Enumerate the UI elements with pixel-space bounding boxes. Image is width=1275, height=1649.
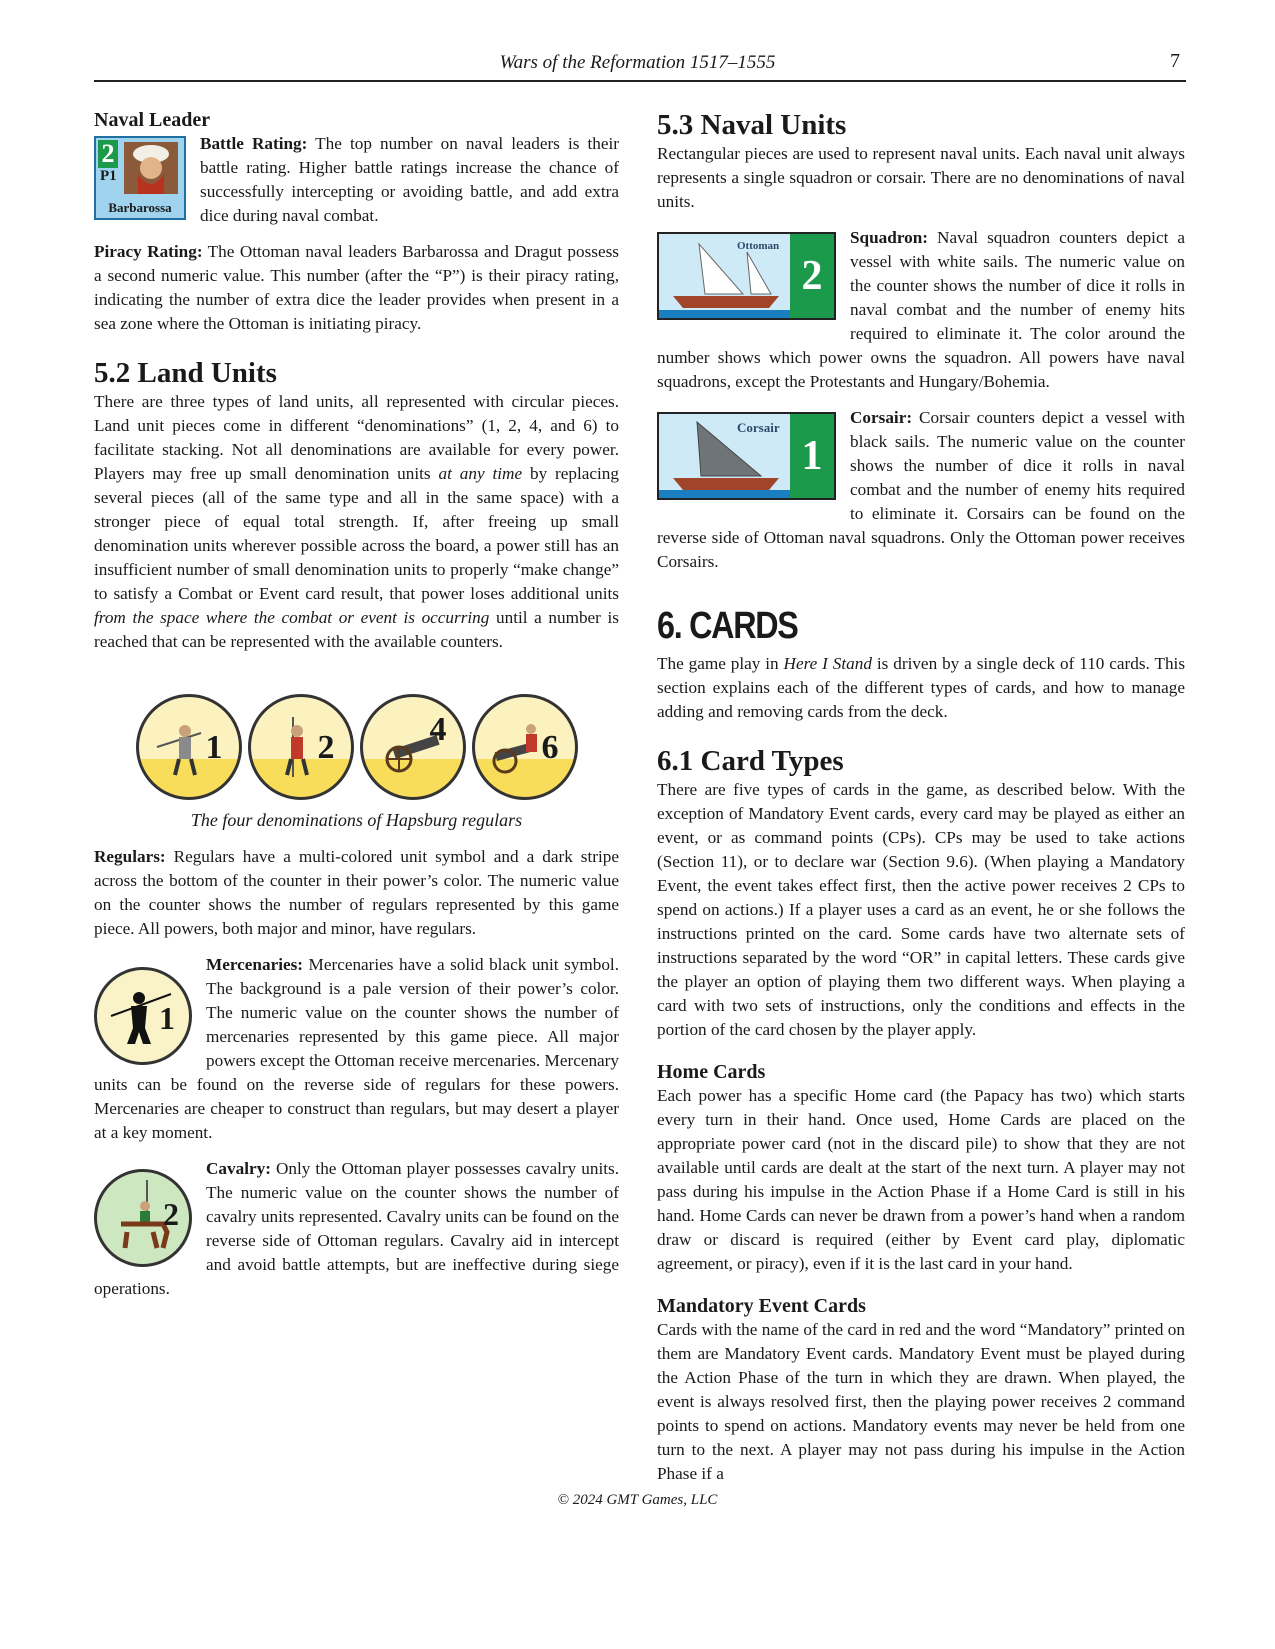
regulars-paragraph: [94, 845, 619, 941]
header-rule: [94, 80, 1186, 82]
regular-counter-2: [248, 694, 354, 800]
corsair-text: Corsair counters depict a vessel with black sails. The numeric value on the counter shows the number of dice it rolls in naval combat and the number of enemy hits required to eliminate it. Corsairs can be found on the reverse side of Ottoman naval squadrons. Only the Ottoman power receives Corsairs.: [657, 408, 1185, 571]
squadron-counter-label: Ottoman: [737, 240, 780, 252]
copyright-footer: © 2024 GMT Games, LLC: [557, 1492, 718, 1508]
naval-units-heading: 5.3 Naval Units: [657, 109, 847, 141]
counter-value: 1: [159, 1000, 175, 1036]
land-units-paragraph: [94, 390, 619, 654]
sea-strip: [659, 310, 790, 318]
mercenary-counter: [94, 967, 192, 1065]
piracy-paragraph: [94, 240, 619, 336]
corsair-counter-value: 1: [790, 414, 834, 498]
card-types-paragraph: There are five types of cards in the game, as described below. With the exception of Mandatory Event cards, every card may be played as either an event, or as command points (CPs). CPs may be used to take actions (Section 11), or to declare war (Section 9.6). (When playing a Mandatory Event, the event takes effect first, then the active power receives 2 CPs to spend on actions.) If a player uses a card as an event, he or she follows the instructions printed on the card. Some cards have two alternate sets of instructions separated by the word “OR” in capital letters. These cards give the player an option of playing them two different ways. When playing a card with two sets of instructions, only the conditions and effects in the portion of the card chosen by the player apply.: [657, 780, 1185, 1039]
home-cards-heading: Home Cards: [657, 1061, 766, 1083]
cannon-icon: [363, 697, 463, 797]
cards-text-a: The game play in: [657, 654, 784, 673]
piracy-text: The Ottoman naval leaders Barbarossa and Dragut possess a second numeric value. This number (after the “P”) is their piracy rating, indicating the number of extra dice the leader provides when present in a sea zone where the Ottoman is initiating piracy.: [94, 242, 619, 333]
squadron-counter-value: 2: [790, 234, 834, 318]
cards-heading: 6. CARDS: [657, 605, 798, 647]
mandatory-heading: Mandatory Event Cards: [657, 1295, 866, 1317]
land-units-heading: 5.2 Land Units: [94, 357, 277, 389]
cards-text-b: is driven by a single deck of 110 cards. This section explains each of the different types of cards, and how to manage adding and removing cards from the deck.: [657, 654, 1186, 721]
leader-portrait-icon: [124, 142, 178, 194]
mercenaries-text: Mercenaries have a solid black unit symbol. The background is a pale version of their power’s color. The numeric value on the counter shows the number of mercenaries represented by this game piece. All major powers except the Ottoman receive mercenaries. Mercenary units can be found on the reverse side of regulars for these powers. Mercenaries are cheaper to construct than regulars, but may desert a player at a key moment.: [94, 955, 619, 1142]
page-number: 7: [1170, 50, 1180, 72]
corsair-counter-label: Corsair: [737, 420, 780, 435]
counters-caption: The four denominations of Hapsburg regulars: [190, 810, 523, 830]
hapsburg-counters: [94, 694, 619, 800]
left-column: [94, 108, 619, 1313]
cavalry-counter: [94, 1169, 192, 1267]
soldier-icon: [251, 697, 351, 797]
running-header: Wars of the Reformation 1517–1555: [499, 52, 776, 73]
counter-value: 4: [429, 711, 447, 748]
barbarossa-counter: [94, 136, 186, 220]
land-text-c: until a number is reached that can be represented with the available counters.: [94, 608, 619, 651]
cards-paragraph: [657, 652, 1185, 724]
squadron-text: Naval squadron counters depict a vessel with white sails. The numeric value on the counter shows the number of dice it rolls in naval combat and the number of enemy hits required to eliminate it. The color around the number shows which power owns the squadron. All powers have naval squadrons, except the Protestants and Hungary/Bohemia.: [657, 228, 1185, 391]
land-text-a: There are three types of land units, all represented with circular pieces. Land unit pieces come in different “denominations” (1, 2, 4, and 6) to facilitate stacking. Not all denominations are available for every power. Players may free up small denomination units: [94, 392, 619, 483]
regular-counter-1: [136, 694, 242, 800]
counter-value: 2: [163, 1196, 179, 1232]
right-column: [657, 108, 1185, 1498]
counter-value: 1: [205, 729, 223, 766]
corsair-counter: [657, 412, 836, 500]
regulars-label: Regulars:: [94, 847, 166, 866]
battle-rating-text: The top number on naval leaders is their battle rating. Higher battle ratings increase the chance of successfully intercepting or avoiding battle, and add extra dice during naval combat.: [200, 134, 619, 225]
cannon-soldier-icon: [475, 697, 575, 797]
regular-counter-6: [472, 694, 578, 800]
card-types-heading: 6.1 Card Types: [657, 745, 844, 777]
counter-value: 6: [541, 729, 559, 766]
mercenaries-label: Mercenaries:: [206, 955, 304, 974]
land-italic-a: at any time: [438, 464, 523, 483]
cavalry-label: Cavalry:: [206, 1159, 271, 1178]
naval-leader-heading: Naval Leader: [94, 109, 211, 131]
soldier-icon: [139, 697, 239, 797]
home-cards-paragraph: Each power has a specific Home card (the Papacy has two) which starts every turn in their hand. Once used, Home Cards are placed on the appropriate power card (not in the discard pile) to show that they are not available until cards are dealt at the start of the next turn. A player may not pass during his impulse in the Action Phase if a Home Card is still in his hand. Home Cards can never be drawn from a power’s hand when a random draw or discard is required (either by Event card play, diplomatic agreement, or piracy), even if it is the last card in your hand.: [657, 1086, 1185, 1273]
leader-piracy: P1: [100, 168, 117, 184]
leader-rating: 2: [98, 140, 118, 168]
sea-strip: [659, 490, 790, 498]
battle-rating-label: Battle Rating:: [200, 134, 308, 153]
counter-value: 2: [317, 729, 335, 766]
naval-units-paragraph: Rectangular pieces are used to represent naval units. Each naval unit always represents a single squadron or corsair. There are no denominations of naval units.: [657, 144, 1185, 211]
land-text-b: by replacing several pieces (all of the same type and all in the same space) with a stronger piece of equal total strength. If, after freeing up small denomination units wherever possible across the board, a power still has an insufficient number of small denomination units to properly “make change” to satisfy a Combat or Event card result, that power loses additional units: [94, 464, 619, 603]
regulars-text: Regulars have a multi-colored unit symbol and a dark stripe across the bottom of the counter in their power’s color. The numeric value on the counter shows the number of regulars represented by this game piece. All powers, both major and minor, have regulars.: [94, 847, 619, 938]
regular-counter-4: [360, 694, 466, 800]
game-title: Here I Stand: [783, 654, 872, 673]
squadron-label: Squadron:: [850, 228, 929, 247]
squadron-counter: [657, 232, 836, 320]
piracy-label: Piracy Rating:: [94, 242, 203, 261]
leader-name: Barbarossa: [108, 200, 172, 215]
mandatory-paragraph: Cards with the name of the card in red and the word “Mandatory” printed on them are Mandatory Event cards. Mandatory Event must be played during the Action Phase of the turn in which they are drawn. When played, the event is always resolved first, then the playing power receives 2 command points to spend on actions. Mandatory events may never be held from one turn to the next. A player may not pass during his impulse in the Action Phase if a: [657, 1320, 1185, 1483]
mercenary-silhouette-icon: [97, 970, 189, 1062]
land-italic-b: from the space where the combat or event is occurring: [94, 608, 490, 627]
cavalry-text: Only the Ottoman player possesses cavalry units. The numeric value on the counter shows the number of cavalry units represented. Cavalry units can be found on the reverse side of Ottoman regulars. Cavalry aid in intercept and avoid battle attempts, but are ineffective during siege operations.: [94, 1159, 619, 1298]
corsair-label: Corsair:: [850, 408, 913, 427]
